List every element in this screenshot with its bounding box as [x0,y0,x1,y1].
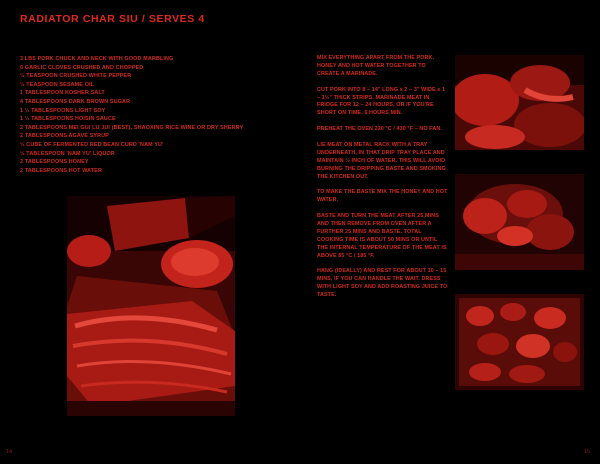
method-step: LIE MEAT ON METAL RACK WITH A TRAY UNDERNEATH, IN THAT DRIP TRAY PLACE AND MAINTAIN ½ INCH OF WATER. THIS WILL AVOID BURNING THE DRIPPING BASTE AND SMOKING THE KITCHEN OUT. [317,141,446,180]
ingredient-item: 2 TABLESPOONS HOT WATER [20,167,103,174]
method-step: HANG (IDEALLY) AND REST FOR ABOUT 10 – 15 MINS, IF YOU CAN HANDLE THE WAIT. DRESS WITH LIGHT SOY AND ADD ROASTING JUICE TO TASTE. [317,268,448,299]
ingredient-item: 1 TABLESPOON KOSHER SALT [20,90,105,97]
ingredient-list [20,55,243,175]
photo-meat-on-rack [455,174,584,270]
ingredient-item: ½ TEASPOON SESAME OIL [20,81,95,88]
recipe-title: RADIATOR CHAR SIU / SERVES 4 [20,13,205,25]
photo-roasted-char-siu [455,294,584,390]
ingredient-item: 2 TABLESPOONS MEI GUI LU JUI (BEST), SHAOXING RICE WINE OR DRY SHERRY [20,124,244,131]
method-step: TO MAKE THE BASTE MIX THE HONEY AND HOT WATER. [317,189,448,204]
page-number-right: 15 [584,449,591,455]
ingredient-item: 3 LBS PORK CHUCK AND NECK WITH GOOD MARBLING [20,56,174,62]
ingredient-item: 1 ½ TABLESPOONS LIGHT SOY [20,107,106,114]
ingredient-item: ½ TEASPOON CRUSHED WHITE PEPPER [20,73,132,80]
method-step: CUT PORK INTO 8 – 14" LONG x 2 – 3" WIDE x 1 – 1½" THICK STRIPS. MARINADE MEAT IN FRIDGE FOR 12 – 24 HOURS, OR IF YOU'RE SHORT ON TIME, 6 HOURS MIN. [317,86,446,117]
method-step: BASTE AND TURN THE MEAT AFTER 25 MINS AND THEN REMOVE FROM OVEN AFTER A FURTHER 25 MINS AND BASTE. TOTAL COOKING TIME IS ABOUT 50 MINS OR UNTIL THE INTERNAL TEMPERATURE OF THE MEAT IS ABOVE 85 °C / 185 °F. [317,213,447,259]
photo-marinating-meat [455,55,584,150]
photo-cleaver-cutting-pork [67,196,235,416]
ingredient-item: ½ TABLESPOON 'NAM YU' LIQUOR [20,150,115,157]
ingredient-item: 2 TABLESPOONS AGAVE SYRUP [20,133,110,140]
ingredient-item: 4 TABLESPOONS DARK BROWN SUGAR [20,98,131,105]
method-step: MIX EVERYTHING APART FROM THE PORK, HONEY AND HOT WATER TOGETHER TO CREATE A MARINADE. [317,55,435,77]
ingredient-item: ½ CUBE OF FERMENTED RED BEAN CURD 'NAM YU' [20,141,164,148]
ingredient-item: 6 GARLIC CLOVES CRUSHED AND CHOPPED [20,64,144,71]
page-number-left: 14 [6,449,13,455]
ingredient-item: 1 ½ TABLESPOONS HOISIN SAUCE [20,116,116,123]
method-steps [317,55,449,308]
method-step: PREHEAT THE OVEN 220 °C / 430 °F – NO FAN. [317,126,442,133]
ingredient-item: 2 TABLESPOONS HONEY [20,159,89,166]
